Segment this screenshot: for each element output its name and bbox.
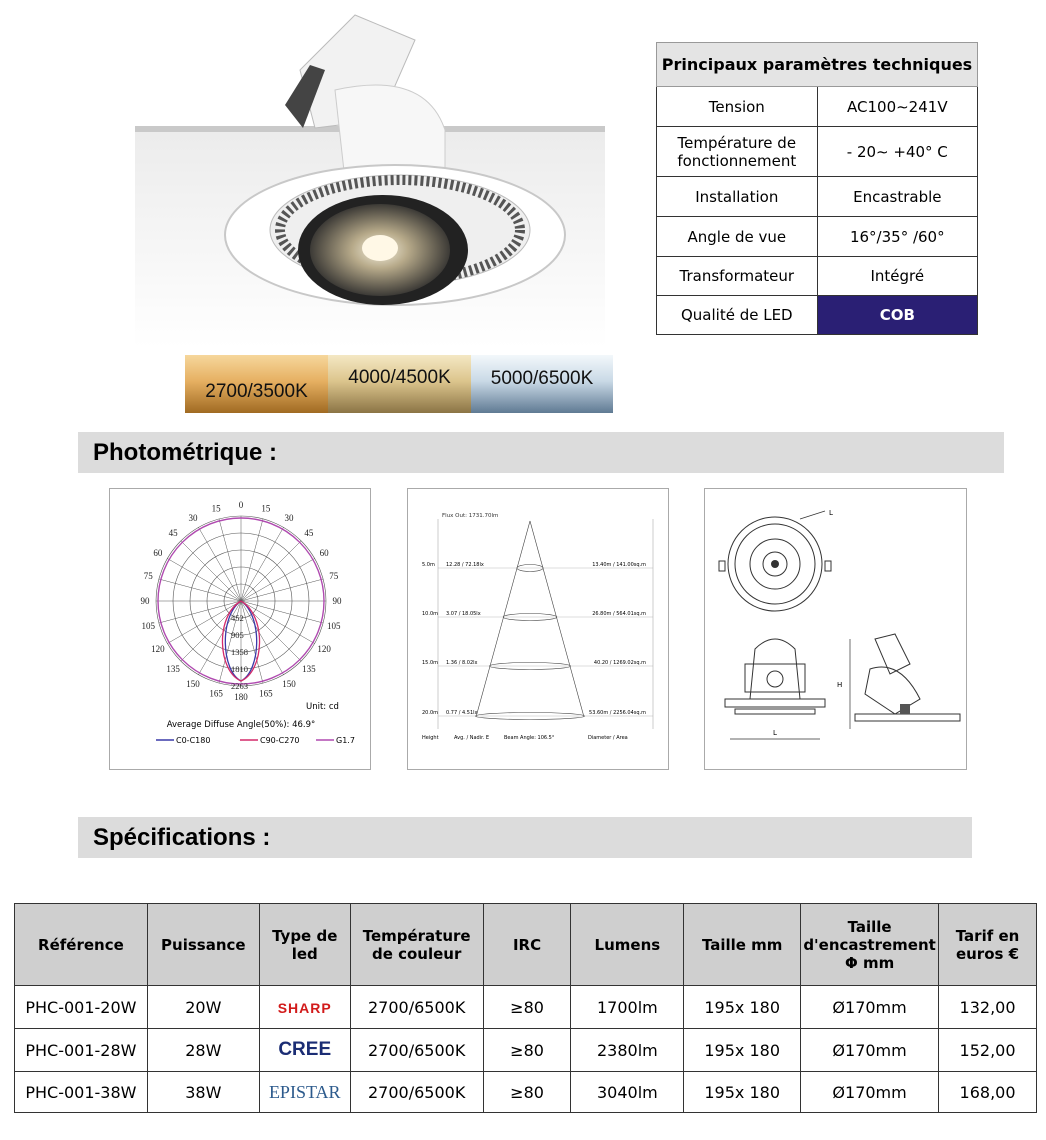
color-temp-cool: 5000/6500K [471,355,613,413]
cone-footer-label: Height [422,735,439,741]
cone-footer-label: Avg. / Nadir. E [454,735,490,741]
param-label: Transformateur [657,257,818,296]
header-lumens: Lumens [571,904,684,986]
polar-spoke [241,541,301,601]
header-power: Puissance [147,904,259,986]
cone-illuminance: 1.36 / 8.02lx [446,660,478,666]
cone-height: 20.0m [422,710,439,716]
section-specifications: Spécifications : [78,817,972,858]
polar-angle-label: 105 [326,620,341,631]
polar-spoke [167,601,241,644]
dimension-drawing [705,489,968,771]
polar-spoke [241,519,263,601]
polar-angle-label: 120 [317,644,331,654]
polar-radial-label: 452 [231,613,244,623]
cell-irc: ≥80 [483,1072,571,1113]
polar-angle-label: 105 [141,620,156,631]
polar-angle-label: 135 [302,663,316,674]
polar-angle-label: 15 [261,503,271,514]
header-color-temp: Température de couleur [350,904,483,986]
cell-price: 168,00 [939,1072,1037,1113]
polar-angle-label: 90 [332,596,342,606]
cell-price: 132,00 [939,986,1037,1029]
cell-lumens: 3040lm [571,1072,684,1113]
cree-logo [259,1029,350,1072]
cone-edge [476,521,530,717]
param-label: Installation [657,177,818,217]
cone-diameter: 53.60m / 2256.04sq.m [589,710,646,716]
polar-spoke [241,527,284,601]
cell-reference: PHC-001-20W [15,986,148,1029]
cell-size: 195x 180 [684,1029,801,1072]
polar-angle-label: 60 [153,548,163,558]
polar-spoke [159,579,241,601]
header-irc: IRC [483,904,571,986]
led-brand: EPISTAR [268,1081,341,1102]
polar-angle-label: 75 [143,571,153,582]
polar-angle-label: 165 [209,688,223,699]
cone-illuminance: 0.77 / 4.51lx [446,710,478,716]
param-value: Encastrable [817,177,977,217]
polar-angle-label: 45 [168,528,178,539]
polar-angle-label: 90 [140,596,150,606]
param-value: - 20∼ +40° C [817,127,977,177]
polar-angle-label: 180 [234,692,248,702]
polar-radial-label: 1358 [231,647,248,657]
cell-cutout: Ø170mm [801,986,939,1029]
cell-power: 28W [147,1029,259,1072]
param-value: AC100∼241V [817,87,977,127]
header-cutout: Taille d'encastrement Φ mm [801,904,939,986]
polar-average-angle: Average Diffuse Angle(50%): 46.9° [166,720,316,730]
cone-height: 15.0m [422,660,439,666]
cell-power: 38W [147,1072,259,1113]
polar-unit: Unit: cd [306,702,339,712]
param-label: Qualité de LED [657,296,818,335]
dim-label-l: L [773,729,777,737]
polar-angle-label: 150 [282,679,296,690]
polar-angle-label: 0 [238,500,244,510]
spec-header-row [15,904,1037,986]
led-quality-badge: COB [817,296,977,335]
sharp-logo [259,986,350,1029]
cell-irc: ≥80 [483,1029,571,1072]
cone-footer-label: Beam Angle: 106.5° [504,735,555,741]
legend-label: C0-C180 [176,736,211,745]
cell-size: 195x 180 [684,986,801,1029]
legend-label: G1.7 [336,736,355,745]
cone-diameter: 40.20 / 1269.02sq.m [593,660,646,666]
cell-lumens: 2380lm [571,1029,684,1072]
cone-footer-label: Diameter / Area [588,735,628,741]
polar-spoke [241,601,315,644]
polar-spoke [241,559,315,602]
polar-angle-label: 135 [166,663,180,674]
polar-spoke [181,541,241,601]
polar-diagram [110,489,372,771]
cell-temp: 2700/6500K [350,1072,483,1113]
cell-irc: ≥80 [483,986,571,1029]
table-row [15,986,1037,1029]
polar-angle-label: 30 [188,512,198,523]
table-row [15,1029,1037,1072]
polar-angle-label: 75 [329,571,339,582]
product-photo [135,10,605,350]
polar-spoke [219,519,241,601]
led-brand: SHARP [277,999,332,1016]
polar-spoke [241,579,323,601]
cell-size: 195x 180 [684,1072,801,1113]
cell-temp: 2700/6500K [350,1029,483,1072]
tech-table-title: Principaux paramètres techniques [657,43,978,87]
polar-angle-label: 60 [319,548,329,558]
param-label: Angle de vue [657,217,818,257]
polar-angle-label: 120 [151,644,165,654]
cone-diameter: 13.40m / 141.00sq.m [592,562,646,568]
param-label: Tension [657,87,818,127]
dim-label-h: H [837,681,843,689]
cell-cutout: Ø170mm [801,1072,939,1113]
color-temp-warm: 2700/3500K [185,355,328,413]
cone-edge [530,521,584,717]
polar-diagram-panel [109,488,371,770]
dimension-drawing-panel [704,488,967,770]
param-label: Température de fonctionnement [657,127,818,177]
header-size: Taille mm [684,904,801,986]
param-value: 16°/35° /60° [817,217,977,257]
polar-radial-label: 905 [231,630,244,640]
legend-label: C90-C270 [260,736,300,745]
polar-radial-label: 1810 [231,664,248,674]
cell-cutout: Ø170mm [801,1029,939,1072]
polar-angle-label: 150 [186,679,200,690]
section-photometric: Photométrique : [78,432,1004,473]
epistar-logo [259,1072,350,1113]
cone-flux-out: Flux Out: 1731.70lm [442,513,499,519]
cell-temp: 2700/6500K [350,986,483,1029]
polar-spoke [199,527,242,601]
dim-label-l-top: L [829,509,833,517]
cone-diameter: 26.80m / 564.01sq.m [592,611,646,617]
color-temp-neutral: 4000/4500K [328,355,471,413]
led-brand: CREE [278,1039,332,1060]
cell-power: 20W [147,986,259,1029]
cell-price: 152,00 [939,1029,1037,1072]
param-value: Intégré [817,257,977,296]
cell-reference: PHC-001-28W [15,1029,148,1072]
cell-lumens: 1700lm [571,986,684,1029]
technical-parameters-table [656,42,978,335]
polar-angle-label: 15 [211,503,221,514]
cone-height: 10.0m [422,611,439,617]
illuminance-cone-panel [407,488,669,770]
polar-spoke [167,559,241,602]
illuminance-cone-diagram [408,489,670,771]
cone-height: 5.0m [422,562,435,568]
specifications-table [14,903,1037,1113]
polar-angle-label: 45 [304,528,314,539]
cone-illuminance: 3.07 / 18.05lx [446,611,481,617]
cell-reference: PHC-001-38W [15,1072,148,1113]
polar-angle-label: 165 [259,688,273,699]
polar-radial-label: 2263 [231,681,248,691]
header-led-type: Type de led [259,904,350,986]
table-row [15,1072,1037,1113]
header-price: Tarif en euros € [939,904,1037,986]
cone-illuminance: 12.28 / 72.18lx [446,562,484,568]
polar-angle-label: 30 [284,512,294,523]
header-reference: Référence [15,904,148,986]
